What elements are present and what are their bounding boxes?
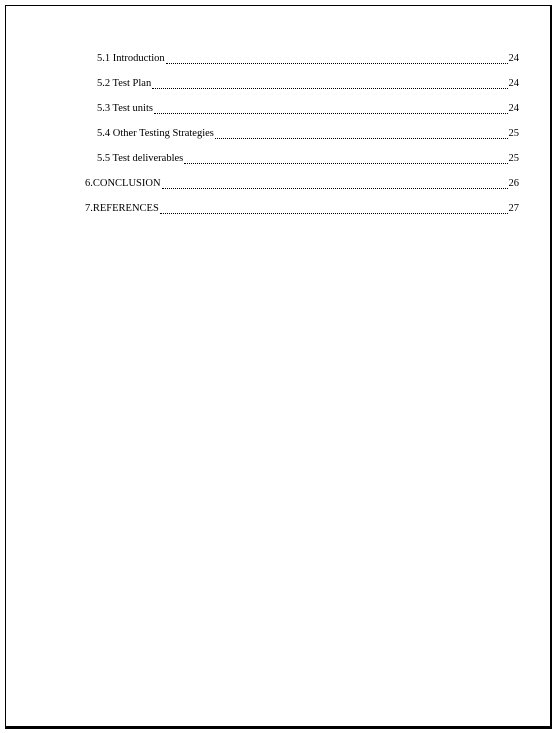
toc-page-number: 25: [508, 153, 519, 164]
toc-entry-label: 5.2 Test Plan: [97, 78, 152, 89]
page-shadow-bottom: [5, 727, 551, 729]
page-shadow-right: [550, 5, 552, 729]
toc-entry-conclusion[interactable]: [85, 178, 519, 190]
toc-entry-test-deliverables[interactable]: [97, 153, 519, 165]
toc-entry-label: 5.5 Test deliverables: [97, 153, 184, 164]
toc-page-number: 26: [508, 178, 519, 189]
toc-entry-label: 6.CONCLUSION: [85, 178, 161, 189]
toc-dot-leader: [166, 53, 508, 64]
toc-entry-label: 5.1 Introduction: [97, 53, 165, 64]
toc-entry-test-units[interactable]: [97, 103, 519, 115]
toc-dot-leader: [160, 203, 508, 214]
toc-dot-leader: [162, 178, 508, 189]
toc-entry-references[interactable]: [85, 203, 519, 215]
toc-page-number: 27: [508, 203, 519, 214]
toc-page-number: 24: [508, 103, 519, 114]
toc-dot-leader: [152, 78, 507, 89]
toc-entry-label: 5.4 Other Testing Strategies: [97, 128, 214, 139]
toc-entry-label: 5.3 Test units: [97, 103, 153, 114]
toc-page-number: 24: [508, 53, 519, 64]
toc-dot-leader: [154, 103, 508, 114]
toc-entry-test-plan[interactable]: [97, 78, 519, 90]
toc-entry-introduction[interactable]: [97, 53, 519, 65]
toc-entry-other-testing-strategies[interactable]: [97, 128, 519, 140]
toc-dot-leader: [184, 153, 507, 164]
toc-entry-label: 7.REFERENCES: [85, 203, 159, 214]
toc-dot-leader: [215, 128, 508, 139]
toc-page-number: 25: [508, 128, 519, 139]
toc-page-number: 24: [508, 78, 519, 89]
